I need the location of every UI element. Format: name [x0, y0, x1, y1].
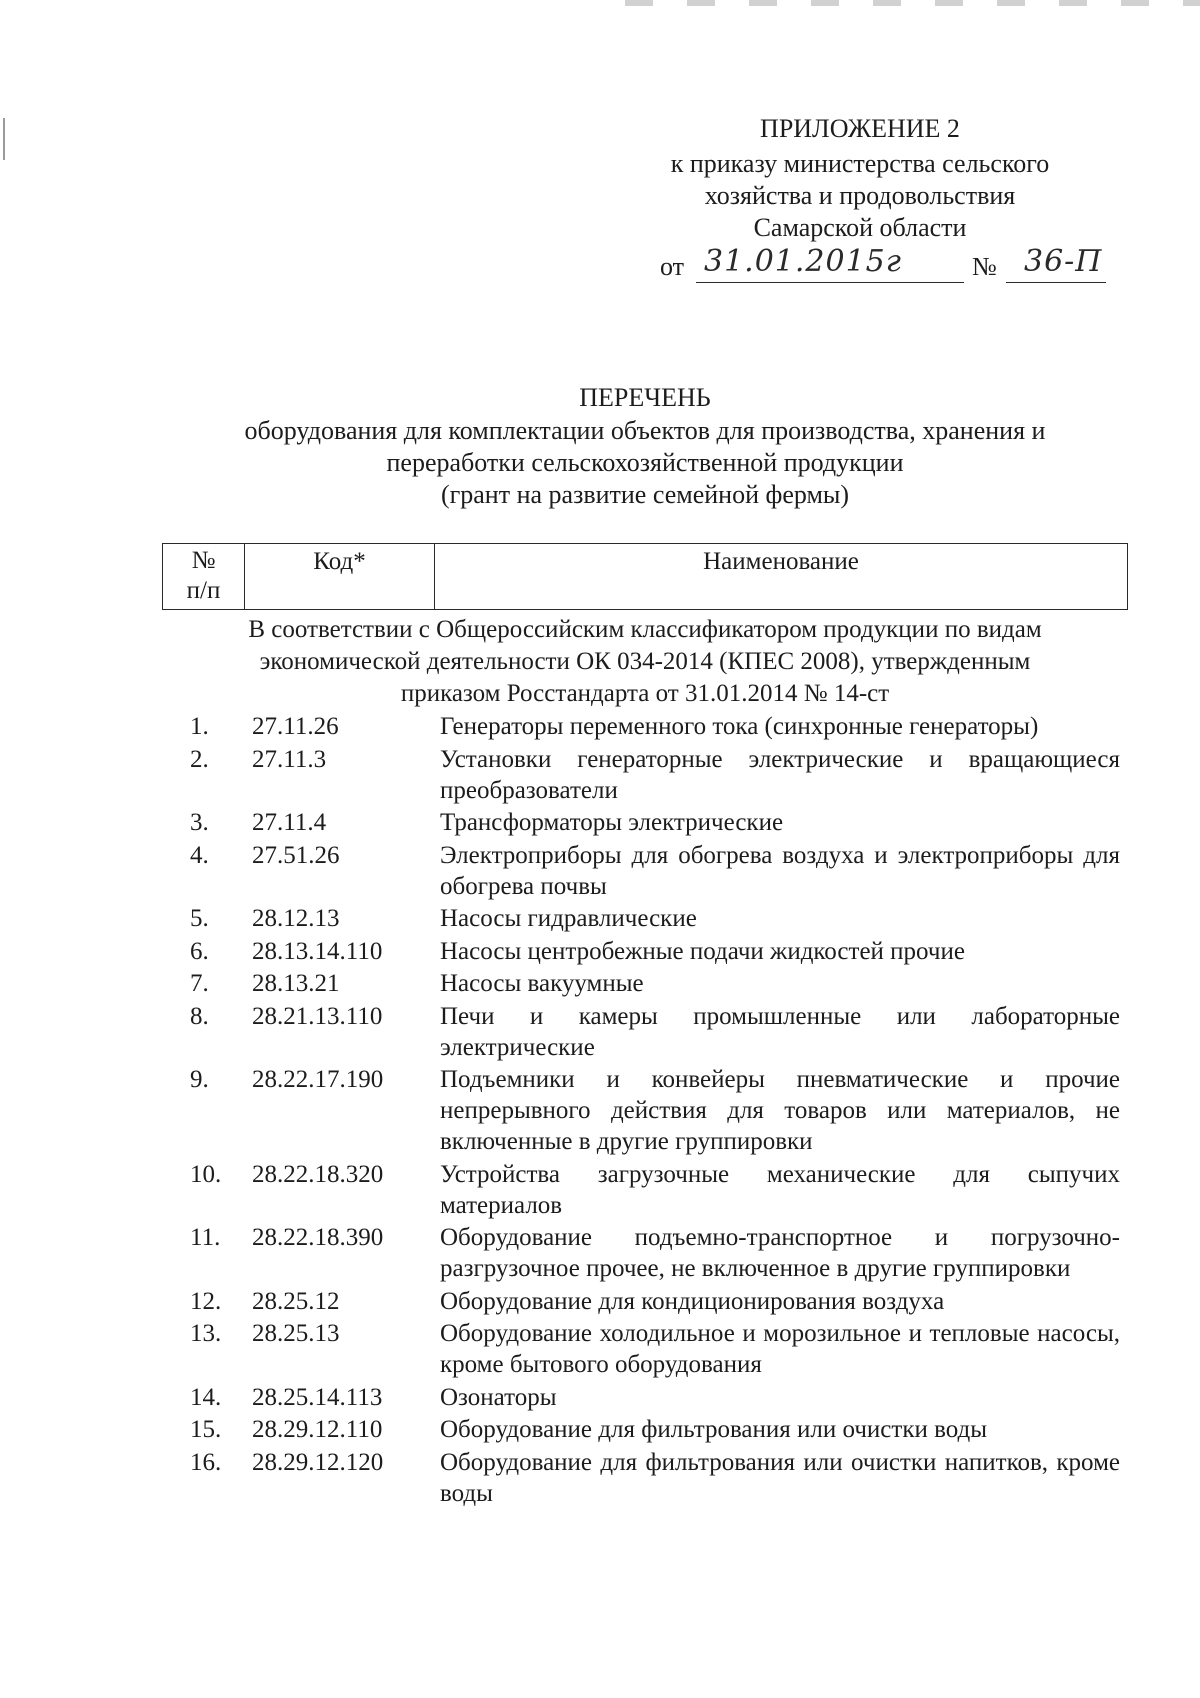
row-number: 2. — [190, 745, 209, 773]
row-code: 27.11.26 — [252, 713, 339, 740]
row-name: Устройства загрузочные механические для сыпучих материалов — [440, 1160, 1120, 1219]
header-num — [163, 544, 245, 609]
row-code: 28.29.12.120 — [252, 1448, 384, 1476]
number-underline — [1006, 282, 1106, 283]
document-subtitle-line: (грант на развитие семейной фермы) — [440, 480, 850, 509]
appendix-line: хозяйства и продовольствия — [704, 181, 1016, 210]
table-row — [162, 936, 1128, 967]
table-row — [162, 1414, 1128, 1445]
row-number: 16. — [190, 1448, 222, 1476]
row-number: 3. — [190, 809, 209, 836]
document-title-block — [150, 382, 1140, 511]
row-name: Насосы вакуумные — [440, 970, 644, 997]
row-number: 9. — [190, 1066, 209, 1093]
table-row — [162, 840, 1128, 902]
row-number: 4. — [190, 841, 209, 869]
row-number: 14. — [190, 1383, 222, 1411]
row-name: Озонаторы — [440, 1383, 557, 1411]
row-code: 27.11.3 — [252, 745, 327, 773]
table-row — [162, 1064, 1128, 1157]
table-row — [162, 1447, 1128, 1509]
date-underline — [696, 282, 964, 283]
row-number: 11. — [190, 1224, 221, 1251]
appendix-title: ПРИЛОЖЕНИЕ 2 — [760, 114, 960, 143]
row-name: Подъемники и конвейеры пневматические и прочие непрерывного действия для товаров или материалов, не включенные в другие группировки — [440, 1066, 1120, 1155]
row-code: 27.11.4 — [252, 809, 327, 836]
equipment-list — [162, 711, 1128, 1510]
row-number: 12. — [190, 1287, 222, 1315]
appendix-line: Самарской области — [753, 213, 967, 242]
row-code: 28.21.13.110 — [252, 1002, 383, 1030]
date-prefix: от — [660, 252, 685, 281]
table-row — [162, 711, 1128, 742]
row-number: 15. — [190, 1416, 222, 1443]
row-name: Установки генераторные электрические и вращающиеся преобразователи — [440, 745, 1120, 804]
row-code: 28.13.21 — [252, 970, 340, 997]
row-name: Генераторы переменного тока (синхронные генераторы) — [440, 713, 1039, 740]
handwritten-date: 31.01.2015г — [704, 244, 902, 279]
row-code: 28.13.14.110 — [252, 937, 383, 965]
table-row — [162, 903, 1128, 934]
table-row — [162, 1318, 1128, 1380]
table-row — [162, 1159, 1128, 1221]
row-number: 6. — [190, 937, 209, 965]
number-prefix: № — [972, 252, 997, 281]
header-name: Наименование — [703, 548, 859, 575]
scan-margin-mark — [3, 118, 5, 160]
classifier-line: приказом Росстандарта от 31.01.2014 № 14-ст — [400, 680, 890, 707]
row-name: Электроприборы для обогрева воздуха и электроприборы для обогрева почвы — [440, 841, 1120, 900]
table-row — [162, 1286, 1128, 1317]
header-num-line: п/п — [186, 577, 221, 604]
document-subtitle-line: переработки сельскохозяйственной продукции — [386, 448, 904, 477]
row-name: Оборудование для кондиционирования воздуха — [440, 1287, 945, 1315]
row-number: 5. — [190, 905, 209, 932]
appendix-header — [600, 113, 1120, 244]
row-number: 1. — [190, 713, 209, 740]
row-code: 28.12.13 — [252, 905, 340, 932]
scan-edge-artifact — [625, 0, 1200, 6]
row-name: Оборудование холодильное и морозильное и тепловые насосы, кроме бытового оборудования — [440, 1320, 1120, 1378]
table-row — [162, 1001, 1128, 1063]
document-subtitle-line: оборудования для комплектации объектов для производства, хранения и — [244, 416, 1046, 445]
row-code: 28.25.13 — [252, 1320, 340, 1347]
table-row — [162, 1222, 1128, 1284]
row-name: Оборудование подъемно-транспортное и погрузочно-разгрузочное прочее, не включенное в другие группировки — [440, 1224, 1120, 1282]
row-number: 13. — [190, 1320, 222, 1347]
row-name: Оборудование для фильтрования или очистки воды — [440, 1416, 988, 1443]
row-code: 28.22.17.190 — [252, 1066, 384, 1093]
table-row — [162, 968, 1128, 999]
row-name: Насосы гидравлические — [440, 905, 697, 932]
row-name: Насосы центробежные подачи жидкостей прочие — [440, 937, 965, 965]
row-number: 8. — [190, 1002, 209, 1030]
row-name: Оборудование для фильтрования или очистки напитков, кроме воды — [440, 1448, 1120, 1507]
classifier-line: экономической деятельности ОК 034-2014 (КПЕС 2008), утвержденным — [259, 648, 1031, 675]
row-number: 10. — [190, 1160, 222, 1188]
row-code: 28.29.12.110 — [252, 1416, 383, 1443]
row-code: 28.25.12 — [252, 1287, 340, 1315]
row-code: 27.51.26 — [252, 841, 340, 869]
classifier-note — [162, 614, 1128, 710]
appendix-line: к приказу министерства сельского — [670, 149, 1050, 178]
row-number: 7. — [190, 970, 209, 997]
row-code: 28.22.18.320 — [252, 1160, 384, 1188]
table-row — [162, 744, 1128, 806]
row-code: 28.25.14.113 — [252, 1383, 383, 1411]
table-row — [162, 807, 1128, 838]
order-date-number — [660, 244, 1130, 288]
header-num-line: № — [191, 547, 216, 574]
table-header — [162, 543, 1128, 610]
row-code: 28.22.18.390 — [252, 1224, 384, 1251]
table-row — [162, 1382, 1128, 1413]
header-code: Код* — [245, 544, 435, 609]
handwritten-number: 36-П — [1024, 244, 1103, 279]
row-name: Печи и камеры промышленные или лабораторные электрические — [440, 1002, 1120, 1061]
row-name: Трансформаторы электрические — [440, 809, 784, 836]
document-title: ПЕРЕЧЕНЬ — [579, 383, 711, 412]
classifier-line: В соответствии с Общероссийским классификатором продукции по видам — [248, 616, 1042, 643]
